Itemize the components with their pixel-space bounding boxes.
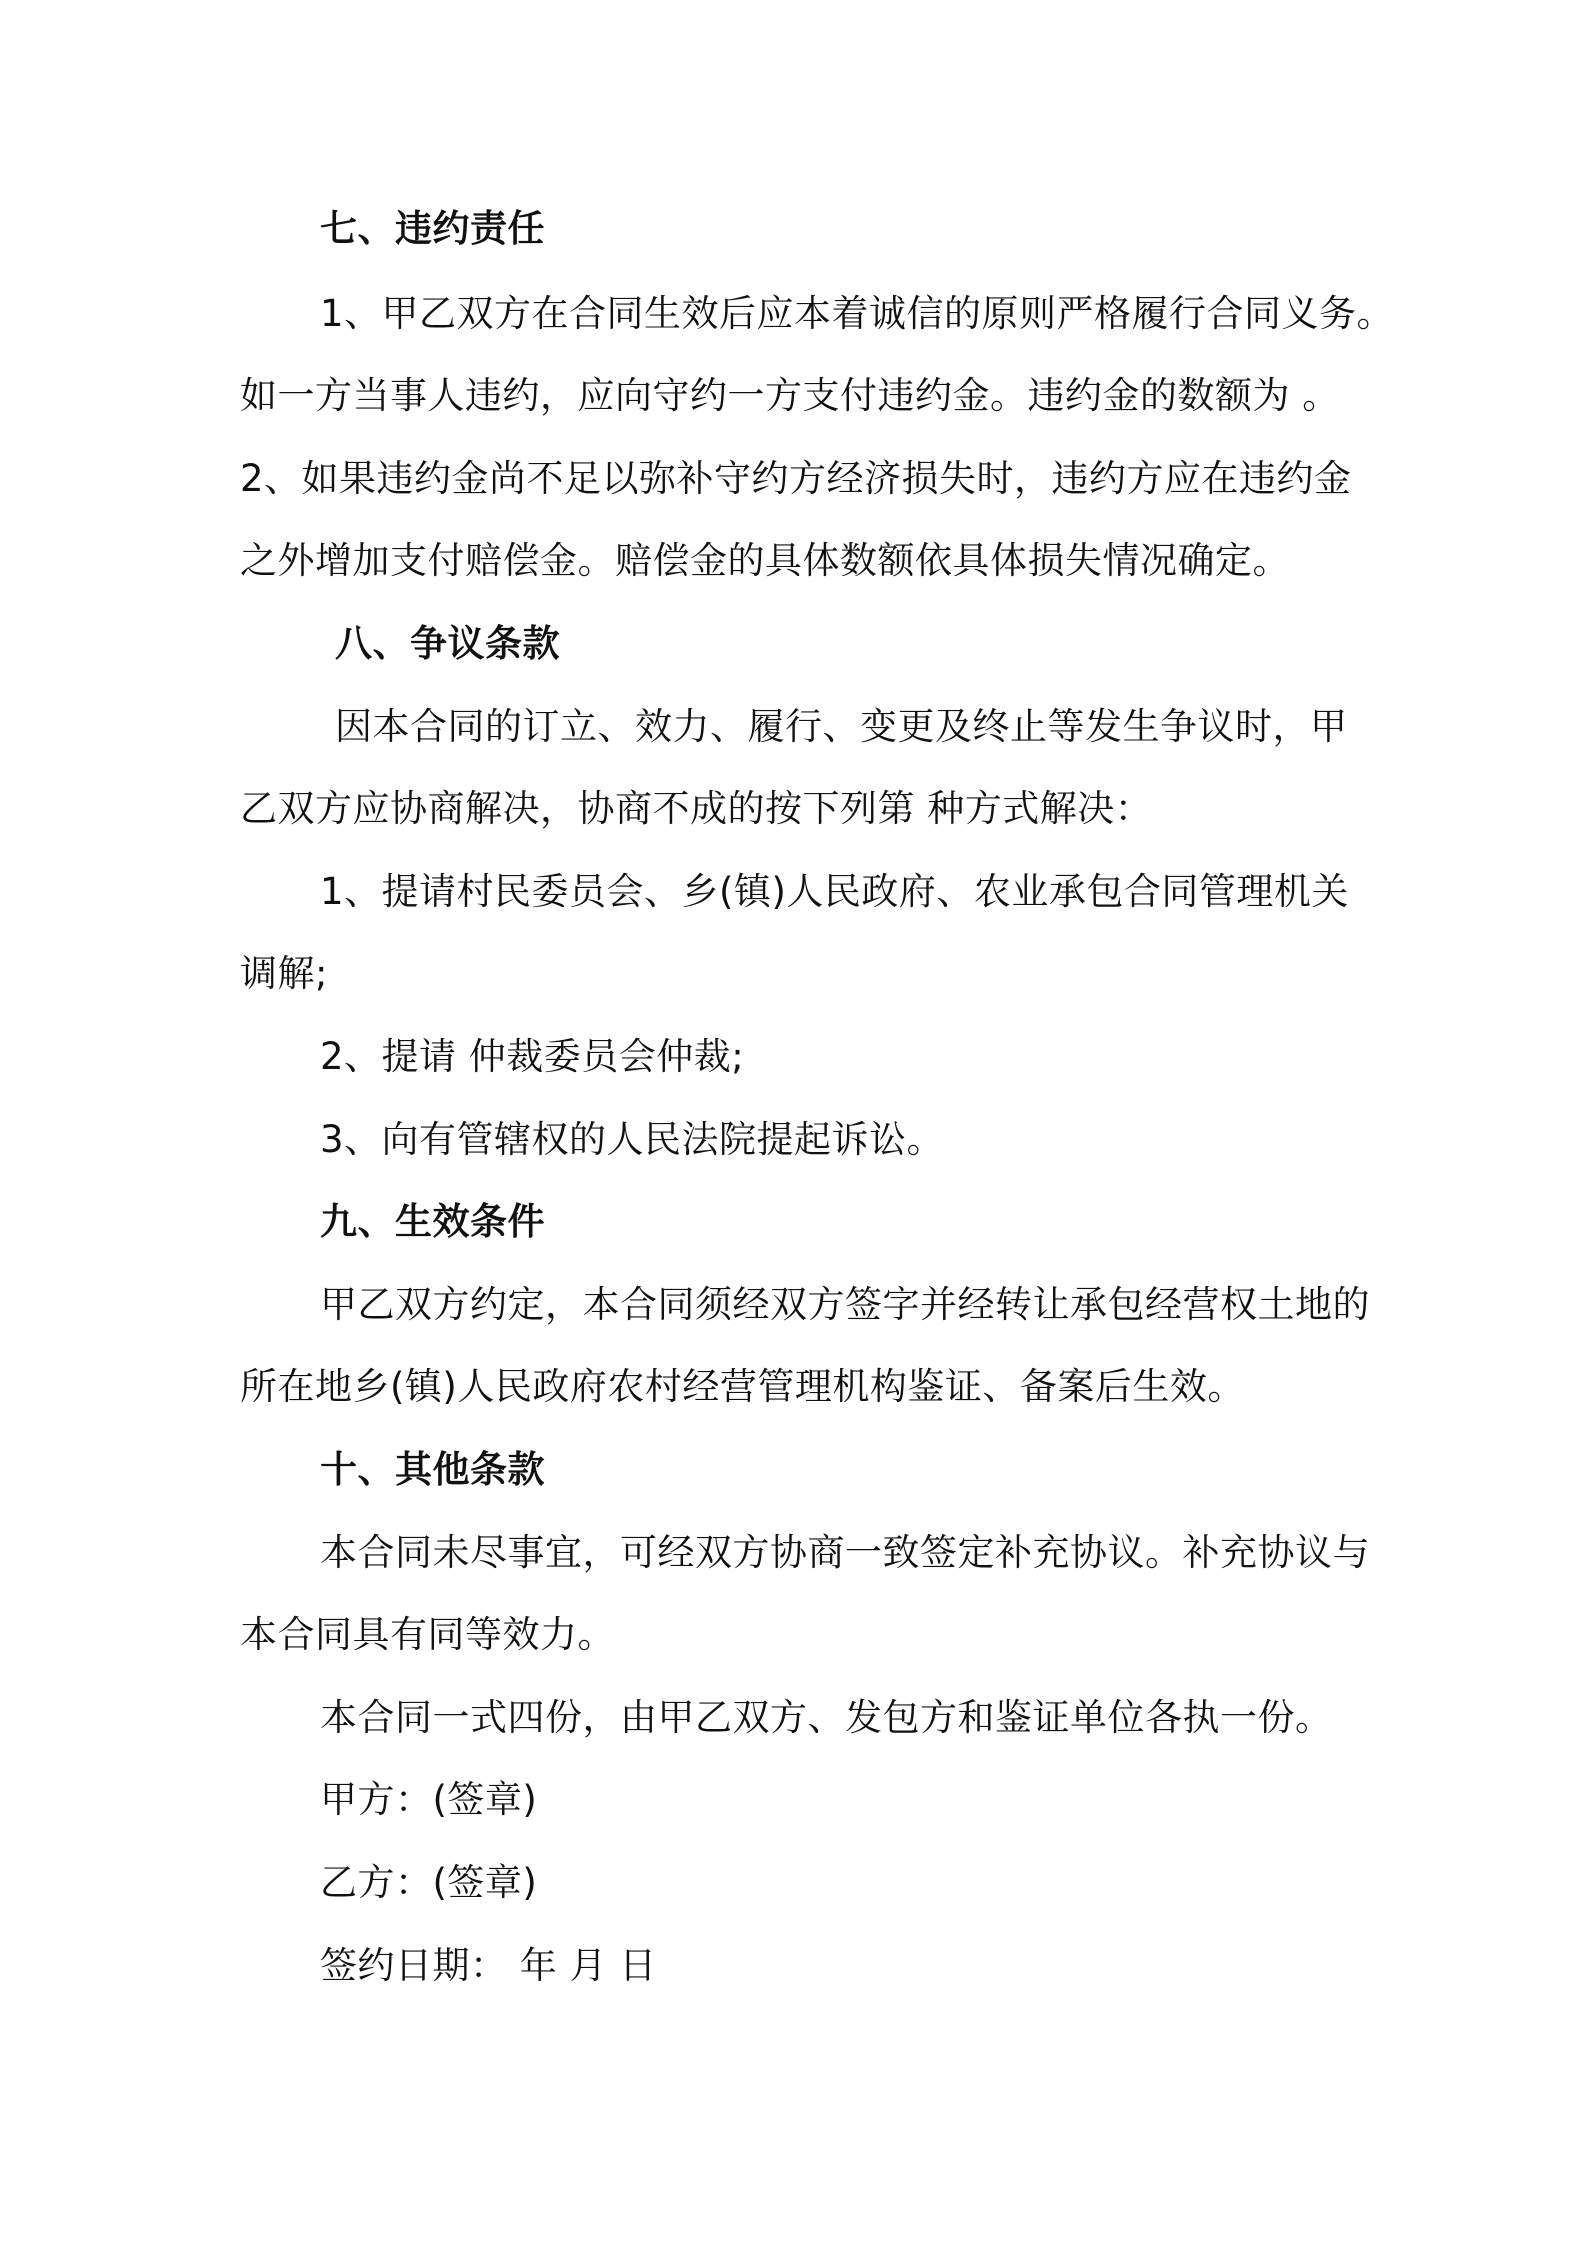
section-8-item-1-line-2: 调解; — [240, 952, 328, 995]
section-9-line-2: 所在地乡(镇)人民政府农村经营管理机构鉴证、备案后生效。 — [240, 1365, 1245, 1408]
section-7-heading: 七、违约责任 — [320, 207, 545, 250]
section-8-intro-line-2: 乙双方应协商解决，协商不成的按下列第 种方式解决： — [240, 787, 1153, 830]
section-10-heading: 十、其他条款 — [320, 1448, 545, 1491]
section-7-clause-1-line-1: 1、甲乙双方在合同生效后应本着诚信的原则严格履行合同义务。 — [320, 292, 1395, 335]
section-10-para-1-line-2: 本合同具有同等效力。 — [240, 1613, 615, 1656]
party-b-signature: 乙方：(签章) — [320, 1861, 538, 1904]
section-10-para-2: 本合同一式四份，由甲乙双方、发包方和鉴证单位各执一份。 — [320, 1696, 1333, 1739]
section-9-heading: 九、生效条件 — [320, 1200, 545, 1243]
section-8-item-3: 3、向有管辖权的人民法院提起诉讼。 — [320, 1118, 945, 1161]
section-7-clause-2-line-2: 之外增加支付赔偿金。赔偿金的具体数额依具体损失情况确定。 — [240, 539, 1290, 582]
section-8-heading: 八、争议条款 — [335, 622, 560, 665]
party-a-signature: 甲方：(签章) — [320, 1778, 538, 1821]
section-8-item-1-line-1: 1、提请村民委员会、乡(镇)人民政府、农业承包合同管理机关 — [320, 870, 1349, 913]
section-7-clause-1-line-2: 如一方当事人违约，应向守约一方支付违约金。违约金的数额为 。 — [240, 374, 1340, 417]
section-8-item-2: 2、提请 仲裁委员会仲裁; — [320, 1035, 745, 1078]
section-9-line-1: 甲乙双方约定，本合同须经双方签字并经转让承包经营权土地的 — [320, 1283, 1370, 1326]
signing-date: 签约日期： 年 月 日 — [320, 1944, 657, 1987]
section-10-para-1-line-1: 本合同未尽事宜，可经双方协商一致签定补充协议。补充协议与 — [320, 1531, 1370, 1574]
section-7-clause-2-line-1: 2、如果违约金尚不足以弥补守约方经济损失时，违约方应在违约金 — [240, 457, 1352, 500]
section-8-intro-line-1: 因本合同的订立、效力、履行、变更及终止等发生争议时，甲 — [335, 705, 1348, 748]
